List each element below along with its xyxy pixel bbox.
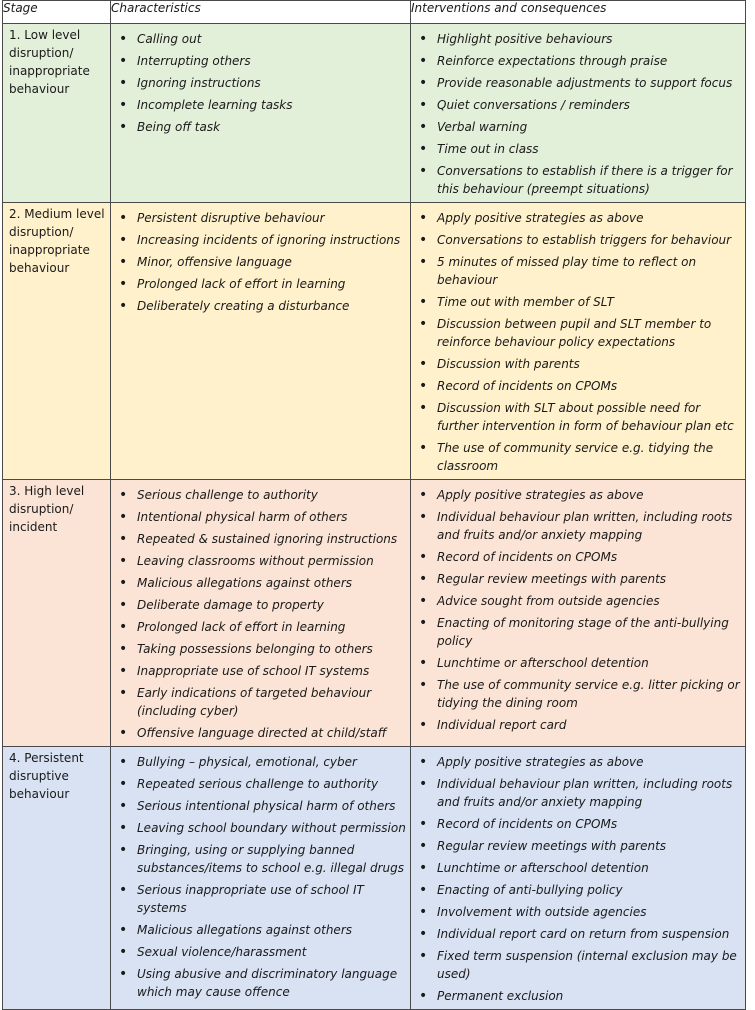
stage-label: 2. Medium level disruption/ inappropriate behaviour	[3, 203, 111, 480]
list-item: • Conversations to establish triggers for behaviour	[417, 231, 741, 249]
characteristics-cell	[111, 480, 411, 747]
behaviour-stages-table	[2, 0, 746, 1010]
header-stage: Stage	[3, 1, 111, 24]
header-characteristics: Characteristics	[111, 1, 411, 24]
list-item: • Inappropriate use of school IT systems	[117, 662, 406, 680]
list-item: • Regular review meetings with parents	[417, 570, 741, 588]
list-item: • Individual report card	[417, 716, 741, 734]
list-item: • Discussion with parents	[417, 355, 741, 373]
list-item: • Advice sought from outside agencies	[417, 592, 741, 610]
stage-row-1	[3, 24, 746, 203]
list-item: • Intentional physical harm of others	[117, 508, 406, 526]
list-item: • Regular review meetings with parents	[417, 837, 741, 855]
header-row	[3, 1, 746, 24]
list-item: • Prolonged lack of effort in learning	[117, 618, 406, 636]
list-item: • Malicious allegations against others	[117, 921, 406, 939]
list-item: • Deliberate damage to property	[117, 596, 406, 614]
stage-row-2	[3, 203, 746, 480]
list-item: • Leaving classrooms without permission	[117, 552, 406, 570]
list-item: • Increasing incidents of ignoring instructions	[117, 231, 406, 249]
list-item: • Record of incidents on CPOMs	[417, 548, 741, 566]
list-item: • Provide reasonable adjustments to support focus	[417, 74, 741, 92]
list-item: • Verbal warning	[417, 118, 741, 136]
list-item: • Enacting of monitoring stage of the anti-bullying policy	[417, 614, 741, 650]
list-item: • Interrupting others	[117, 52, 406, 70]
list-item: • Apply positive strategies as above	[417, 486, 741, 504]
list-item: • Sexual violence/harassment	[117, 943, 406, 961]
list-item: • Serious inappropriate use of school IT systems	[117, 881, 406, 917]
list-item: • Time out in class	[417, 140, 741, 158]
list-item: • Serious challenge to authority	[117, 486, 406, 504]
list-item: • Bringing, using or supplying banned substances/items to school e.g. illegal drugs	[117, 841, 406, 877]
list-item: • Apply positive strategies as above	[417, 209, 741, 227]
list-item: • Leaving school boundary without permission	[117, 819, 406, 837]
interventions-cell	[411, 24, 746, 203]
interventions-cell	[411, 203, 746, 480]
header-interventions: Interventions and consequences	[411, 1, 746, 24]
stage-row-4	[3, 747, 746, 1010]
list-item: • Ignoring instructions	[117, 74, 406, 92]
list-item: • Lunchtime or afterschool detention	[417, 654, 741, 672]
list-item: • Record of incidents on CPOMs	[417, 815, 741, 833]
list-item: • Minor, offensive language	[117, 253, 406, 271]
list-item: • The use of community service e.g. litter picking or tidying the dining room	[417, 676, 741, 712]
list-item: • Record of incidents on CPOMs	[417, 377, 741, 395]
list-item: • Serious intentional physical harm of others	[117, 797, 406, 815]
list-item: • Individual report card on return from suspension	[417, 925, 741, 943]
interventions-cell	[411, 480, 746, 747]
characteristics-cell	[111, 747, 411, 1010]
list-item: • Individual behaviour plan written, including roots and fruits and/or anxiety mapping	[417, 775, 741, 811]
list-item: • Prolonged lack of effort in learning	[117, 275, 406, 293]
list-item: • Deliberately creating a disturbance	[117, 297, 406, 315]
list-item: • Calling out	[117, 30, 406, 48]
stage-label: 1. Low level disruption/ inappropriate behaviour	[3, 24, 111, 203]
list-item: • Using abusive and discriminatory language which may cause offence	[117, 965, 406, 1001]
list-item: • Conversations to establish if there is a trigger for this behaviour (preempt situations)	[417, 162, 741, 198]
stage-row-3	[3, 480, 746, 747]
list-item: • Highlight positive behaviours	[417, 30, 741, 48]
list-item: • Permanent exclusion	[417, 987, 741, 1005]
list-item: • Lunchtime or afterschool detention	[417, 859, 741, 877]
list-item: • Persistent disruptive behaviour	[117, 209, 406, 227]
stage-label: 3. High level disruption/ incident	[3, 480, 111, 747]
list-item: • Individual behaviour plan written, including roots and fruits and/or anxiety mapping	[417, 508, 741, 544]
list-item: • Repeated & sustained ignoring instructions	[117, 530, 406, 548]
list-item: • Discussion with SLT about possible need for further intervention in form of behaviour plan etc	[417, 399, 741, 435]
list-item: • Enacting of anti-bullying policy	[417, 881, 741, 899]
list-item: • Taking possessions belonging to others	[117, 640, 406, 658]
interventions-cell	[411, 747, 746, 1010]
list-item: • Discussion between pupil and SLT member to reinforce behaviour policy expectations	[417, 315, 741, 351]
characteristics-cell	[111, 203, 411, 480]
list-item: • 5 minutes of missed play time to reflect on behaviour	[417, 253, 741, 289]
list-item: • Apply positive strategies as above	[417, 753, 741, 771]
list-item: • Repeated serious challenge to authority	[117, 775, 406, 793]
list-item: • Involvement with outside agencies	[417, 903, 741, 921]
list-item: • Quiet conversations / reminders	[417, 96, 741, 114]
list-item: • Time out with member of SLT	[417, 293, 741, 311]
list-item: • Bullying – physical, emotional, cyber	[117, 753, 406, 771]
list-item: • Fixed term suspension (internal exclusion may be used)	[417, 947, 741, 983]
characteristics-cell	[111, 24, 411, 203]
list-item: • Reinforce expectations through praise	[417, 52, 741, 70]
list-item: • Being off task	[117, 118, 406, 136]
list-item: • The use of community service e.g. tidying the classroom	[417, 439, 741, 475]
stage-label: 4. Persistent disruptive behaviour	[3, 747, 111, 1010]
list-item: • Offensive language directed at child/staff	[117, 724, 406, 742]
list-item: • Early indications of targeted behaviour (including cyber)	[117, 684, 406, 720]
list-item: • Malicious allegations against others	[117, 574, 406, 592]
list-item: • Incomplete learning tasks	[117, 96, 406, 114]
